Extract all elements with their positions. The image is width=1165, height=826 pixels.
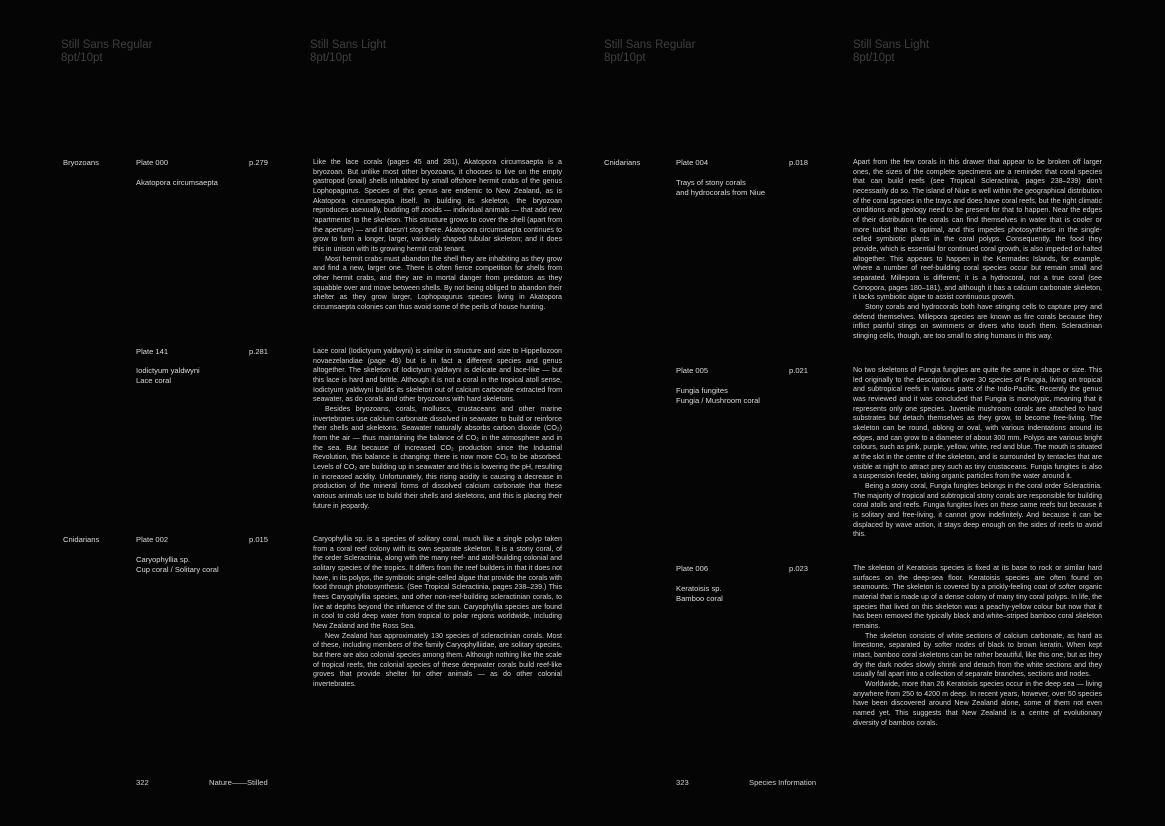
species-name: Caryophyllia sp. — [136, 555, 191, 564]
type-spec-1 — [61, 39, 152, 65]
entry-text — [313, 535, 562, 690]
common-name: Lace coral — [136, 376, 172, 385]
type-spec-size: 8pt/10pt — [604, 52, 646, 64]
common-name: Cup coral / Solitary coral — [136, 565, 219, 574]
page-reference: p.015 — [249, 535, 269, 544]
type-spec-4 — [853, 39, 929, 65]
page-reference: p.023 — [789, 564, 809, 573]
common-name: Bamboo coral — [676, 594, 723, 603]
species-name: Akatopora circumsaepta — [136, 178, 218, 187]
type-spec-name: Still Sans Light — [310, 39, 387, 51]
common-name: Fungia / Mushroom coral — [676, 396, 760, 405]
type-spec-size: 8pt/10pt — [61, 52, 103, 64]
paragraph: No two skeletons of Fungia fungites are quite the same in shape or size. This led originally to the description of over 30 species of Fungia, living on tropical and subtropical reefs in various parts of the Indo-Pacific. Recently the genus was reviewed and it was concluded that Fungia is monotypic, meaning that it represents only one species. Juvenile mushroom corals are attached to hard substrates but detach themselves as they grow, to become free-living. The skeleton can be round, oblong or oval, with various indentations around its edges, and can grow to a diameter of about 300 mm. Polyps are various bright colours, such as pink, purple, yellow, white, red and blue. The mouth is situated at the slot in the centre of the skeleton, and is surrounded by tentacles that are visible at night to attract prey such as tiny crustaceans. Fungia fungites is also a suspension feeder, taking organic particles from the water around it. — [853, 366, 1102, 481]
species-name: Keratoisis sp. — [676, 584, 722, 593]
species-name: Iodictyum yaldwyni — [136, 366, 200, 375]
page-reference: p.018 — [789, 158, 809, 167]
common-name: Trays of stony corals and hydrocorals from Niue — [676, 178, 766, 197]
plate-number: Plate 004 — [676, 158, 709, 167]
paragraph: Lace coral (Iodictyum yaldwyni) is similar in structure and size to Hippellozoon novaezelandiae (page 45) but is in fact a different species and genus altogether. The skeleton of Iodictyum yaldwyni is delicate and lace-like — but this lace is hard and brittle. Although it is not a coral in the tropical atoll sense, Iodictyum yaldwyni builds its skeleton out of calcium carbonate extracted from seawater, as do corals and other bryozoans with hard skeletons. — [313, 347, 562, 404]
paragraph: Most hermit crabs must abandon the shell they are inhabiting as they grow and find a new, larger one. There is often fierce competition for shells from other hermit crabs, and they are in mortal danger from predators as they squabble over and move between shells. By not being obliged to abandon their shelter as they grow larger, Lophopagurus species living in Akatopora circumsaepta colonies can thus avoid some of the perils of house hunting. — [313, 254, 562, 311]
category-label: Cnidarians — [604, 158, 641, 167]
paragraph: Apart from the few corals in this drawer that appear to be broken off larger ones, the sizes of the complete specimens are a reminder that coral species that can build reefs (see Tropical Scleractinia, pages 238–239) don’t necessarily do so. The island of Niue is well within the geographical distribution of the coral species in the trays and does have coral reefs, but the right climatic conditions and geology need to be present for that to happen. Near the edges of their distribution the corals can find themselves in water that is cooler or more turbid than is optimal, and this impedes photosynthesis in the single-celled symbiotic plants in the coral polyps. Consequently, the food they provide, which is essential for continued coral growth, is also impeded or halted altogether. This appears to happen in the Kermadec Islands, for example, where a number of reef-building coral species occur but remain small and separated. Millepora is different; it is a hydrocoral, not a true coral (see Conopora, pages 180–181), and although it has a calcium carbonate skeleton, it lacks symbiotic algae to assist continuous growth. — [853, 158, 1102, 302]
type-spec-3 — [604, 39, 695, 65]
paragraph: Caryophyllia sp. is a species of solitary coral, much like a single polyp taken from a coral reef colony with its own separate skeleton. It is a stony coral, of the order Scleractinia, along with the many reef- and atoll-building colonial and solitary species of the tropics. It differs from the reef builders in that it does not have, in its polyps, the symbiotic single-celled algae that provide the corals with food through photosynthesis. (See Tropical Scleractinia, pages 238–239.) This frees Caryophyllia species, and other non-reef-building scleractinian corals, to live at depths beyond the influence of the sun. Caryophyllia species are found in cool to cold deep water from tropical to polar regions worldwide, including New Zealand and the Ross Sea. — [313, 535, 562, 630]
paragraph: The skeleton consists of white sections of calcium carbonate, as hard as limestone, separated by softer nodes of black to brown keratin. When kept intact, bamboo coral skeletons can be rather beautiful, like this one, but as they dry the dark nodes slowly shrink and detach from the white sections and they usually fall apart into a collection of separate branches, sections and nodes. — [853, 631, 1102, 679]
type-spec-size: 8pt/10pt — [853, 52, 895, 64]
entry-text — [853, 158, 1102, 341]
entry-text — [853, 564, 1102, 728]
page-reference: p.281 — [249, 347, 269, 356]
type-spec-name: Still Sans Regular — [604, 39, 696, 51]
page-reference: p.279 — [249, 158, 269, 167]
paragraph: Stony corals and hydrocorals both have stinging cells to capture prey and defend themselves. Millepora species are known as fire corals because they inflict painful stings on swimmers or divers who touch them. Scleractinian stinging cells, though, are too small to sting humans in this way. — [853, 302, 1102, 340]
entry-text — [853, 366, 1102, 540]
running-head: Species Information — [749, 778, 817, 787]
type-spec-name: Still Sans Light — [853, 39, 930, 51]
type-spec-size: 8pt/10pt — [310, 52, 352, 64]
category-label: Cnidarians — [63, 535, 100, 544]
paragraph: The skeleton of Keratoisis species is fixed at its base to rock or similar hard surfaces on the deep-sea floor. Keratoisis species are often found on seamounts. The skeleton is covered by a prickly-feeling coat of softer organic material that is made up of a dense colony of many tiny coral polyps. In life, the species that lived on this skeleton was a peachy-yellow colour but now that it has been removed the typically black and white–striped bamboo coral skeleton remains. — [853, 564, 1102, 630]
paragraph: New Zealand has approximately 130 species of scleractinian corals. Most of these, including members of the family Caryophylliidae, are solitary species, but there are also colonial species among them. Although nothing like the scale of tropical reefs, the colonial species of these deepwater corals build reef-like groves that provide shelter for other animals — as do other colonial invertebrates. — [313, 631, 562, 688]
paragraph: Worldwide, more than 26 Keratoisis species occur in the deep sea — living anywhere from 250 to 4200 m deep. In recent years, however, over 50 species have been discovered around New Zealand alone, some of them not even named yet. This suggests that New Zealand is a centre of evolutionary diversity of bamboo corals. — [853, 679, 1102, 727]
type-spec-2 — [310, 39, 386, 65]
plate-number: Plate 002 — [136, 535, 169, 544]
paragraph: Being a stony coral, Fungia fungites belongs in the coral order Scleractinia. The majority of tropical and subtropical stony corals are responsible for building coral atolls and reefs. Fungia fungites lives on these same reefs but because it is solitary and free-living, it cannot grow indefinitely. And because it can be displaced by wave action, it stays deep enough on the sides of reefs to avoid this. — [853, 481, 1102, 539]
page-number: 323 — [676, 778, 689, 787]
plate-number: Plate 000 — [136, 158, 169, 167]
page-number: 322 — [136, 778, 149, 787]
page-reference: p.021 — [789, 366, 809, 375]
plate-number: Plate 005 — [676, 366, 709, 375]
plate-number: Plate 141 — [136, 347, 169, 356]
category-label: Bryozoans — [63, 158, 99, 167]
entry-text — [313, 158, 562, 313]
plate-number: Plate 006 — [676, 564, 709, 573]
entry-text — [313, 347, 562, 511]
type-spec-name: Still Sans Regular — [61, 39, 153, 51]
species-name: Fungia fungites — [676, 386, 728, 395]
paragraph: Like the lace corals (pages 45 and 281), Akatopora circumsaepta is a bryozoan. But unlike most other bryozoans, it chooses to live on the empty gastropod (snail) shells inhabited by small offshore hermit crabs of the genus Lophopagurus. Species of this genus are endemic to New Zealand, as is Akatopora circumsaepta itself. In building its skeleton, the bryozoan reproduces asexually, budding off zooids — individual animals — that add new ‘apartments’ to the skeleton. This structure grows to cover the shell (apart from the aperture) — and it doesn’t stop there. Akatopora circumsaepta continues to grow to form a longer, larger, variously shaped tubular skeleton; and it does this in unison with its growing hermit crab tenant. — [313, 158, 562, 253]
running-head: Nature——Stilled — [209, 778, 268, 787]
paragraph: Besides bryozoans, corals, molluscs, crustaceans and other marine invertebrates use calcium carbonate dissolved in seawater to build or reinforce their shells and skeletons. Seawater naturally absorbs carbon dioxide (CO₂) from the air — thus maintaining the balance of CO₂ in the atmosphere and in the sea. But because of increased CO₂ production since the Industrial Revolution, this balance is changing: there is now more CO₂ to be absorbed. Levels of CO₂ are building up in seawater and this is lowering the pH, resulting in increased acidity. Unfortunately, this rising acidity is causing a decrease in production of the mineral forms of dissolved calcium carbonate that these various animals use to build their shells and skeletons, and this is placing their future in jeopardy. — [313, 404, 562, 510]
